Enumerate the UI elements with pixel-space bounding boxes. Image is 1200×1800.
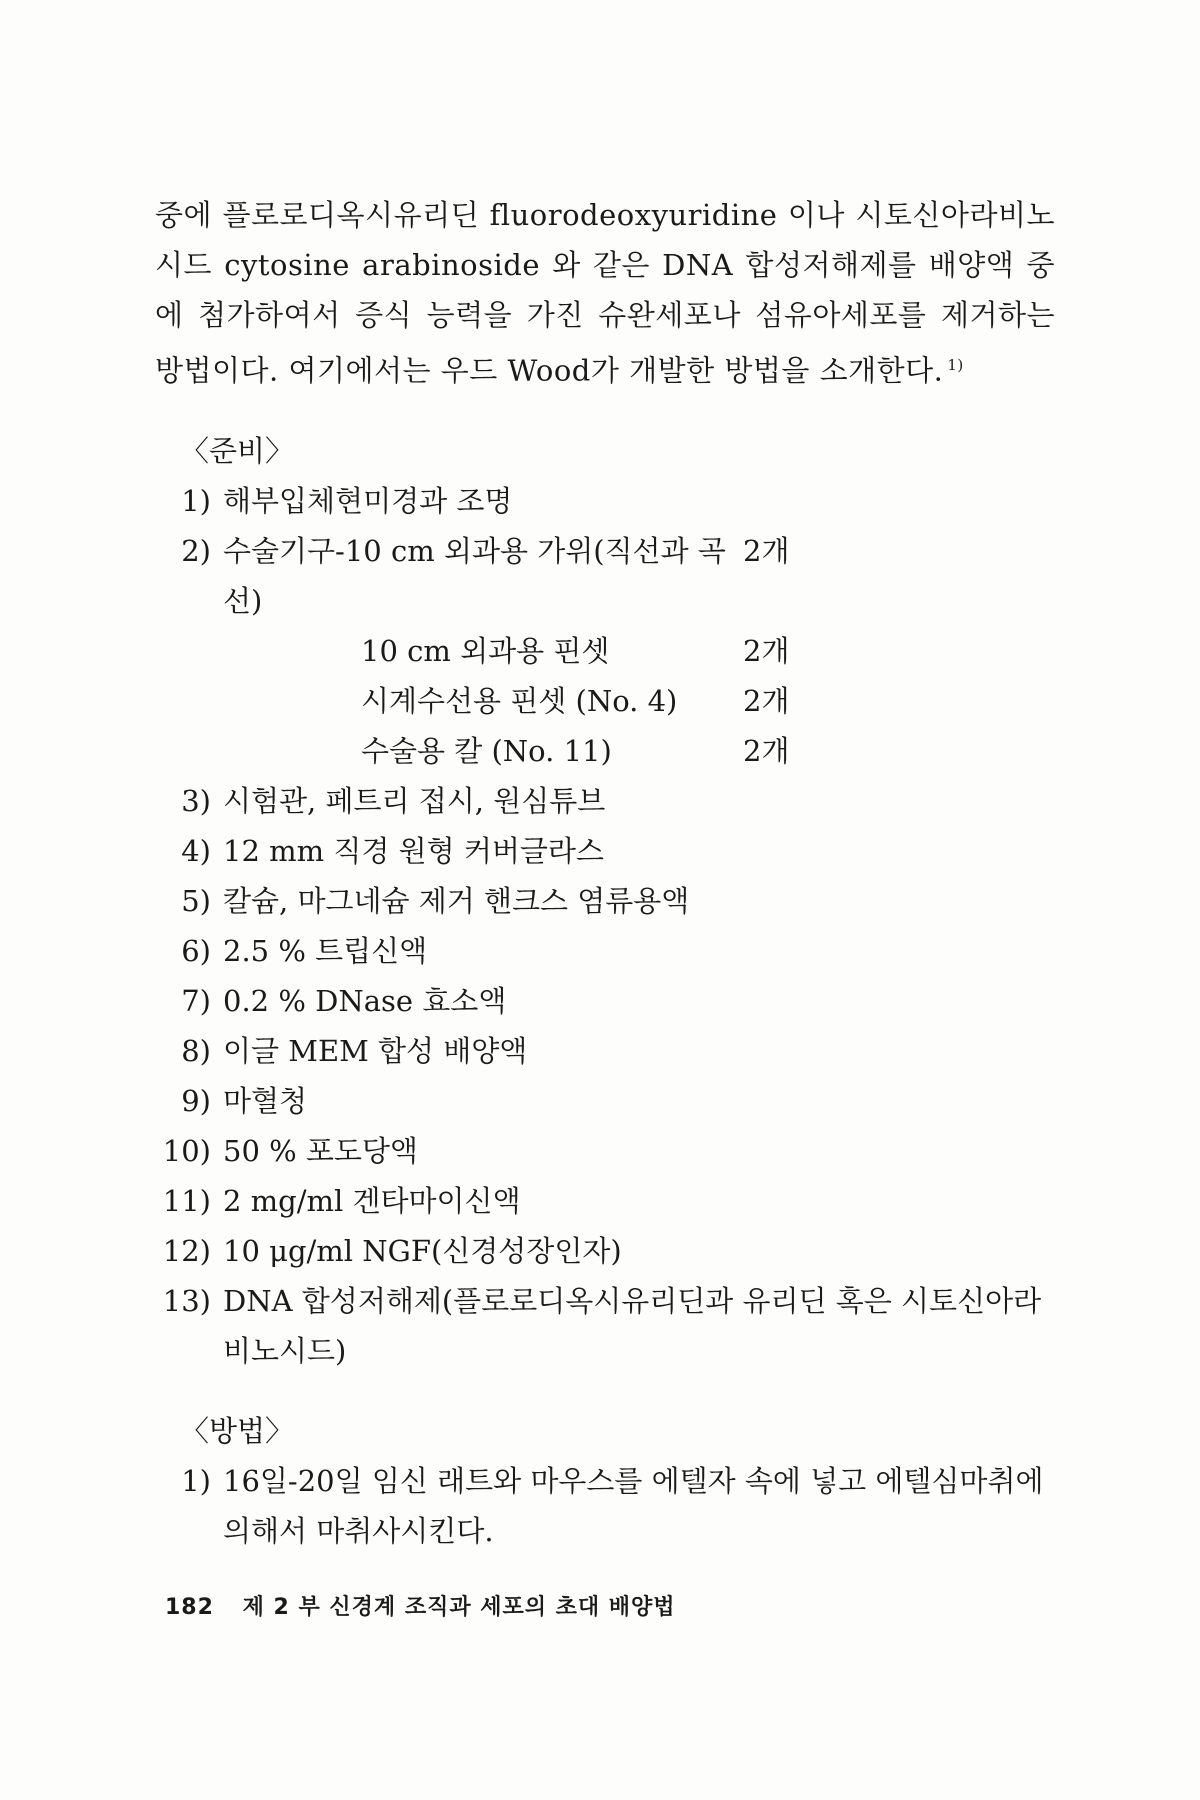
list-item: 11) 2 mg/ml 겐타마이신액: [162, 1183, 521, 1218]
tool-name: 10 cm 외과용 핀셋: [361, 633, 610, 668]
list-item: 4) 12 mm 직경 원형 커버글라스: [181, 833, 604, 868]
tool-qty: 2개: [743, 733, 790, 768]
list-item: [155, 626, 1055, 676]
list-item: [155, 726, 1055, 776]
method-heading: 〈방법〉: [180, 1413, 295, 1448]
preparation-section: [155, 426, 1055, 1376]
running-title: 제 2 부 신경계 조직과 세포의 초대 배양법: [242, 1595, 676, 1620]
tool-qty: 2개: [743, 633, 790, 668]
footnote-ref: 1): [947, 356, 964, 374]
preparation-heading: 〈준비〉: [180, 433, 295, 468]
intro-body: 중에 플로로디옥시유리딘 fluorodeoxyuridine 이나 시토신아라비노시드 cytosine arabinoside 와 같은 DNA 합성저해제를 배양액 중에 첨가하여서 증식 능력을 가진 슈완세포나 섬유아세포를 제거하는 방법이다. 여기에서는 우드 Wood가 개발한 방법을 소개한다.: [155, 198, 1055, 388]
list-item: 6) 2.5 % 트립신액: [181, 933, 428, 968]
list-item: 9) 마혈청: [181, 1083, 308, 1118]
list-item: 1) 해부입체현미경과 조명: [181, 483, 513, 518]
page-number: 182: [165, 1595, 214, 1620]
tool-name: 시계수선용 핀셋 (No. 4): [361, 683, 678, 718]
list-item: 10) 50 % 포도당액: [162, 1133, 418, 1168]
list-item: 7) 0.2 % DNase 효소액: [181, 983, 507, 1018]
page-body: [155, 190, 1055, 1556]
list-item: 2) 수술기구-10 cm 외과용 가위(직선과 곡선) 2개: [155, 526, 1055, 626]
page-footer: [165, 1590, 676, 1621]
intro-text: [155, 190, 1055, 396]
method-section: [155, 1406, 1055, 1556]
tool-qty: 2개: [743, 533, 790, 568]
intro-paragraph: [155, 190, 1055, 396]
preparation-list: [155, 476, 1055, 1376]
list-item: [155, 676, 1055, 726]
tool-qty: 2개: [743, 683, 790, 718]
list-item: 5) 칼슘, 마그네슘 제거 핸크스 염류용액: [181, 883, 690, 918]
method-list: [155, 1456, 1055, 1556]
list-item: 8) 이글 MEM 합성 배양액: [181, 1033, 528, 1068]
list-item: 13) DNA 합성저해제(플로로디옥시유리딘과 유리딘 혹은 시토신아라비노시드): [162, 1283, 1042, 1368]
list-item: 1) 16일-20일 임신 래트와 마우스를 에텔자 속에 넣고 에텔심마취에 의해서 마취사시킨다.: [181, 1463, 1044, 1548]
list-item: 3) 시험관, 페트리 접시, 원심튜브: [181, 783, 606, 818]
tool-name: 수술기구-10 cm 외과용 가위(직선과 곡선): [223, 533, 726, 618]
list-item: 12) 10 μg/ml NGF(신경성장인자): [162, 1233, 622, 1268]
tool-name: 수술용 칼 (No. 11): [361, 733, 612, 768]
